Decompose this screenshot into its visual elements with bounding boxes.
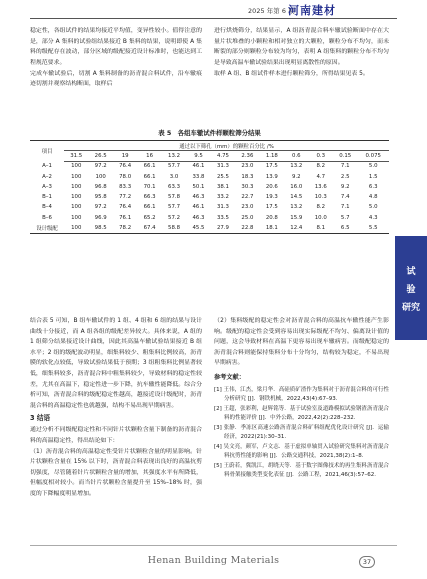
table-cell: 17.5 [265,204,278,211]
table-cell: 9.2 [340,183,350,190]
references-heading: 参考文献： [214,373,245,381]
table-cell: 76.1 [119,214,132,221]
table-cell: 6.3 [368,183,378,190]
table-cell: 7.1 [340,204,350,211]
table-cell: 57.7 [168,163,181,170]
table-cell: 66.1 [143,204,156,211]
table-cell: 23.0 [241,204,254,211]
table-title: 表 5 各组车辙试件样颗粒筛分结果 [158,129,261,137]
table-cell: 76.4 [119,204,132,211]
sidebar-char: 研究 [401,303,420,313]
table-cell: 96.9 [94,214,107,221]
table-cell: 8.1 [309,223,333,233]
table-cell: 4.3 [368,214,378,221]
table-row [30,182,389,192]
table-row [30,192,389,202]
table-cell: 46.3 [192,194,205,201]
table-cell: 45.5 [186,223,210,233]
header-divider [30,18,397,19]
table-cell: 13.6 [314,183,327,190]
paragraph: 取样 A 组、B 组试件样本进行颗粒筛分，所得结果见表 5。 [214,70,369,77]
table-cell: 33.5 [216,214,229,221]
table-cell: 15.9 [290,214,303,221]
table-cell: 1.5 [368,173,378,180]
table-cell: 8.2 [316,204,326,211]
table-cell: 3.0 [169,173,179,180]
row-label: B–1 [42,194,52,201]
table-cell: 100 [71,204,82,211]
sieve-span-header: 通过以下筛孔（mm）的颗粒百分比 /% [64,141,389,151]
table-row [30,202,389,212]
table-cell: 100 [71,183,82,190]
table-cell: 18.1 [260,223,284,233]
reference-item: [5] 王蔚若，冀凯江，胡晓天等．基于数字图像技术的再生集料沥青混合料骨架接触类型变化表征 [J]．公路工程，2021,46(3):57–62. [214,463,389,479]
table-cell: 38.1 [216,183,229,190]
table-cell: 8.2 [316,163,326,170]
table-cell: 9.2 [292,173,301,180]
table-cell: 20.6 [265,183,278,190]
sidebar-char: 验 [406,285,416,295]
table-cell: 46.1 [192,163,205,170]
table-cell: 57.7 [168,204,181,211]
footer-journal-name: Henan Building Materials [147,555,280,566]
table-cell: 30.3 [241,183,254,190]
table-cell: 10.3 [314,194,327,201]
reference-item: [2] 王超，张彩利，赵辉铭等．基于试验室及道路模拟试验钢渣沥青混合料的性能评价 [J]．中外公路，2022,42(2):228–232. [214,405,389,421]
table-cell: 7.1 [340,163,350,170]
sieve-size-header: 4.75 [211,151,235,161]
section-sidebar-tab [395,236,427,340]
sieve-size-header: 0.15 [333,151,357,161]
row-label: B–4 [42,204,52,211]
sieve-size-header: 0.075 [357,151,389,161]
table-cell: 23.0 [241,163,254,170]
paragraph: 进行烘烧筛分，结果显示，A 组沥青混合料车辙试验断面中存在大量片状堆叠的小颗粒和相对独立的大颗粒，颗粒分布不均匀，而未断裂的部分则颗粒分布较为均匀，表明 A 组集料的颗粒分布不均匀是导致高温车辙试验结果出现明显离散性的原因。 [214,28,389,66]
sieve-size-header: 1.18 [260,151,284,161]
table-cell: 98.5 [88,223,112,233]
table-cell: 2.5 [340,173,350,180]
paragraph: 稳定性，各组试件的结果均接近平均值，变异性较小。值得注意的是，部分 A 集料的试验组结果接近 B 集料的结果，说明即使 A 集料的级配存在波动，部分区域的级配接近设计标准时，也能达到工程规范要求。 [30,28,202,66]
row-label: A–2 [42,173,52,180]
table-cell: 19.3 [265,194,278,201]
table-cell: 5.5 [357,223,389,233]
table-cell: 76.4 [119,163,132,170]
right-column-bottom [214,316,389,482]
page-number: 37 [359,556,375,568]
sieve-size-header: 31.5 [64,151,88,161]
table-cell: 78.0 [119,173,132,180]
sieve-size-header: 13.2 [162,151,186,161]
table-cell: 50.1 [192,183,205,190]
table-row [30,171,389,181]
table-cell: 57.8 [168,194,181,201]
footer-divider [30,545,397,546]
paragraph: （2）集料级配的稳定性会对沥青混合料的高温抗车辙性能产生影响。级配的稳定性会受到容易出现实际级配不均匀、偏离设计值的问题，这会导致材料在高温下更容易出现车辙病害。而级配稳定的沥青混合料则能保持集料分布十分均匀，结构较为稳定，不易出现早期病害。 [214,318,389,367]
page-header [0,0,427,22]
table-cell: 78.2 [113,223,137,233]
table-cell: 13.2 [290,204,303,211]
sieve-size-header: 0.3 [309,151,333,161]
table-cell: 46.1 [192,204,205,211]
sieve-size-header: 2.36 [235,151,259,161]
table-cell: 77.2 [119,194,132,201]
table-cell: 31.3 [216,204,229,211]
sieve-size-header: 26.5 [88,151,112,161]
table-cell: 5.0 [368,163,378,170]
paragraph: 结合表 5 可知，B 组车辙试件的 1 组、4 组和 6 组的结果与设计曲线十分接近，而 A 组各组的级配差异较大。具体来说，A 组的 1 组筛分结果接近设计曲线，因此其高温车辙试验结果接近 B 组水平；2 组的级配波动明显，细集料较少、粗集料比例较高，沥青膜的软化点较低，导致试验结果低于预期；3 组粗集料比例显著较低，细集料较多，沥青混合料中粗集料较少，导致材料的稳定性较差，尤其在高温下，稳定性进一步下降，抗车辙性能降低。综合分析可知，沥青混合料的级配稳定性越高，越接近设计级配时，沥青混合料的高温稳定性也就越强，结构不易出现早期病害。 [30,318,202,409]
table-cell: 97.2 [94,204,107,211]
table-cell: 7.4 [340,194,350,201]
table-cell: 96.8 [94,183,107,190]
table-cell: 66.1 [143,163,156,170]
table-cell: 70.1 [143,183,156,190]
reference-item: [1] 王伟，江杰，梁月华．高硅质矿渣作为集料对于沥青混合料的可行性分析研究 [J]．钢铁机械，2022,43(4):67–93. [214,386,389,402]
table-cell: 5.0 [368,204,378,211]
gradation-table [30,140,389,234]
table-cell: 95.8 [94,194,107,201]
table-cell: 67.4 [137,223,161,233]
table-cell: 46.3 [192,214,205,221]
table-cell: 17.5 [265,163,278,170]
magazine-title: 河南建材 [288,4,336,17]
left-column-bottom [30,316,202,500]
table-row [30,161,389,171]
paragraph: 完成车辙试验后，切割 A 集料制备的沥青混合料试件，沿车辙痕迹切割并观察结构断面，取样后 [30,70,202,88]
sieve-size-header: 19 [113,151,137,161]
table-cell: 22.7 [241,194,254,201]
table-cell: 100 [71,194,82,201]
table-cell: 22.8 [235,223,259,233]
row-label: A–3 [42,183,52,190]
table-cell: 10.0 [314,214,327,221]
table-cell: 100 [71,173,82,180]
item-header: 项目 [30,141,64,162]
issue-label: 2025 年第 6 期 [248,7,295,15]
left-column-top [30,26,202,91]
table-cell: 4.8 [368,194,378,201]
table-cell: 57.2 [168,214,181,221]
table-cell: 27.9 [211,223,235,233]
row-label: B–6 [42,214,52,221]
reference-item: [4] 吴文亮，颜军，卢文志．基于虚拟单轴贯入试验研究集料对沥青混合料抗剪性能的影响 [J]．公路交通科技，2021,38(2):1–8. [214,444,389,460]
section-heading: 3 结语 [30,414,51,423]
row-label: 设计级配 [30,223,64,233]
table-cell: 100 [71,163,82,170]
table-cell: 20.8 [265,214,278,221]
page-footer [0,545,427,579]
table-cell: 12.4 [284,223,308,233]
table-cell: 14.5 [290,194,303,201]
right-column-top [214,26,389,80]
table-body [30,161,389,233]
table-cell: 16.0 [290,183,303,190]
sieve-size-header: 16 [137,151,161,161]
sidebar-char: 试 [406,267,416,277]
table-cell: 66.3 [143,194,156,201]
row-label: A–1 [42,163,52,170]
sieve-size-row [30,151,389,161]
table-cell: 100 [71,214,82,221]
table-cell: 31.3 [216,163,229,170]
table-row [30,213,389,223]
table-cell: 18.3 [241,173,254,180]
table-cell: 25.0 [241,214,254,221]
reference-item: [3] 张静．季冻区高速公路沥青混合料矿料组配优化设计研究 [J]．运输经济，2022(21):30–31. [214,424,389,441]
table-cell: 13.2 [290,163,303,170]
table-cell: 5.7 [340,214,350,221]
table-cell: 100 [64,223,88,233]
paragraph: （1）沥青混合料的高温稳定性受针片状颗粒含量的明显影响。针片状颗粒含量在 15% 以下时，沥青混合料表现出良好的高温抗剪切强度，尽管随着针片状颗粒含量的增加，其强度水平有所降低，但幅度相对较小。而当针片状颗粒含量提升至 15%–18% 时，强度的下降幅度明显增加。 [30,448,202,497]
table-cell: 6.5 [333,223,357,233]
table-cell: 100 [95,173,106,180]
table-cell: 66.1 [143,173,156,180]
table-row [30,223,389,233]
paragraph: 通过分析不同级配稳定性和不同针片状颗粒含量下制备的沥青混合料的高温稳定性，得出结论如下： [30,426,202,444]
table-cell: 63.3 [168,183,181,190]
table-cell: 33.2 [216,194,229,201]
table-cell: 4.7 [316,173,326,180]
table-cell: 97.2 [94,163,107,170]
sieve-size-header: 9.5 [186,151,210,161]
table-cell: 33.8 [192,173,205,180]
table-cell: 25.5 [216,173,229,180]
table-cell: 83.3 [119,183,132,190]
table-cell: 65.2 [143,214,156,221]
table-cell: 13.9 [265,173,278,180]
table-cell: 58.8 [162,223,186,233]
sieve-size-header: 0.6 [284,151,308,161]
